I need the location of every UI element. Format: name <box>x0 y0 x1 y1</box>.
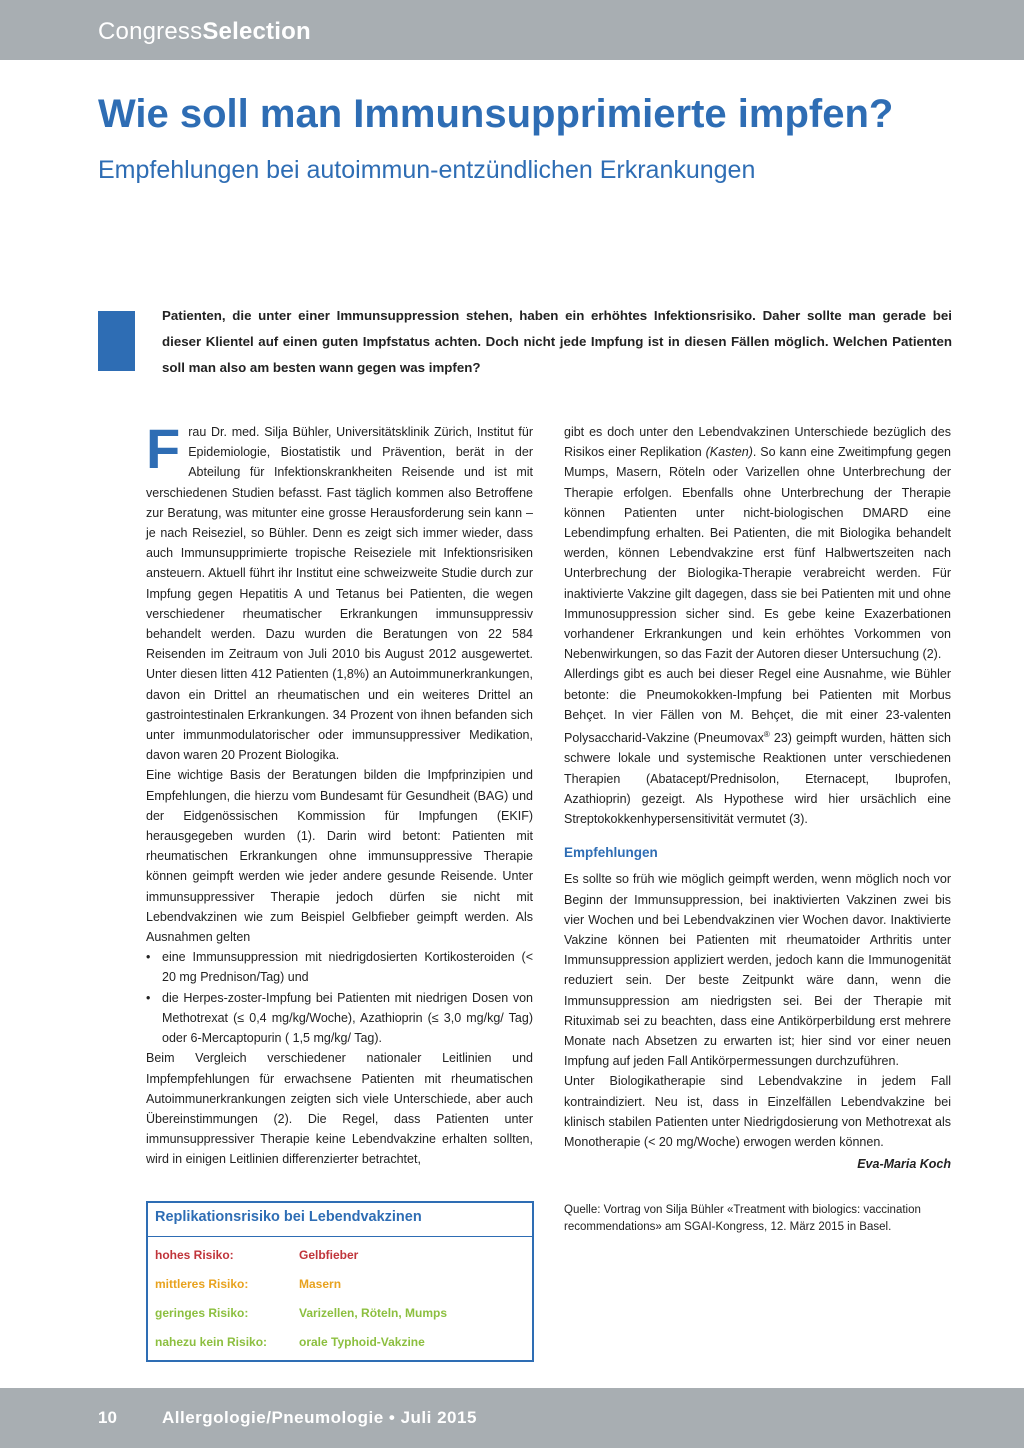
bullet-dot: • <box>146 950 151 965</box>
bullet-item-1 <box>146 947 533 987</box>
text-segment: 23) geimpft wurden, hätten sich schwere lokale und systemische Reaktionen unter verschiedenen Therapien (Abatacept/Prednisolon, Eternacept, Ibuprofen, Azathioprin) gezeigt. Als Hypothese wird hier ursächlich eine Streptokokkenhypersensitivität vermutet (3). <box>564 731 951 827</box>
paragraph-exception <box>564 664 951 829</box>
right-column <box>564 422 951 1236</box>
dropcap: F <box>146 417 181 480</box>
paragraph-recommendations-basis: Eine wichtige Basis der Beratungen bilden die Impfprinzipien und Empfehlungen, die hierzu vom Bundesamt für Gesundheit (BAG) und der Eidgenössischen Kommission für Impfungen (EKIF) herausgegeben wurden (1). Darin wird betont: Patienten mit rheumatischen Erkrankungen ohne immunsuppressive Therapie können geimpft werden wie jeder andere gesunde Reisende. Unter immunsuppressiver Therapie jedoch dürfen sie nicht mit Lebendvakzinen wie zum Beispiel Gelbfieber geimpft werden. Als Ausnahmen gelten <box>146 768 533 945</box>
brand-light: Congress <box>98 18 203 45</box>
text-segment: gibt es doch unter den Lebendvakzinen Unterschiede bezüglich des Risikos einer Replikation <box>564 425 951 460</box>
risk-value: Varizellen, Röteln, Mumps <box>299 1306 448 1320</box>
article-subtitle: Empfehlungen bei autoimmun-entzündlichen Erkrankungen <box>98 156 756 184</box>
risk-label: nahezu kein Risiko: <box>155 1335 268 1349</box>
risk-value: orale Typhoid-Vakzine <box>299 1335 425 1349</box>
author-name: Eva-Maria Koch <box>857 1157 951 1172</box>
paragraph-timing: Es sollte so früh wie möglich geimpft werden, wenn möglich noch vor Beginn der Immunsuppression, bei inaktivierten Vakzinen zwei bis vier Wochen und bei Lebendvakzinen vier Wochen davor. Inaktivierte Vakzine können bei Patienten mit rheumatoider Arthritis unter Immunsuppression appliziert werden, jedoch kann die Immunogenität reduziert sein. Der beste Zeitpunkt wäre dann, wenn die Immunsuppression am niedrigsten sei. Bei der Therapie mit Rituximab sei zu beachten, dass eine Antikörperbildung erst mehrere Monate nach Absetzen zu erwarten ist; hier sind vor einer neuen Impfung auf jeden Fall Antikörpermessungen durchzuführen. <box>564 872 951 1069</box>
paragraph-intro-text: rau Dr. med. Silja Bühler, Universitätsklinik Zürich, Institut für Epidemiologie, Biostatistik und Prävention, berät in der Abteilung für Infektionskrankheiten Reisende und ist mit verschiedenen Studien befasst. Fast täglich kommen also Betroffene zur Beratung, was mitunter eine grosse Herausforderung sein kann – je nach Reiseziel, so Bühler. Denn es zeigt sich immer wieder, dass auch Immunsupprimierte tropische Reiseziele mit Infektionsrisiken ansteuern. Aktuell führt ihr Institut eine schweizweite Studie durch zur Impfung gegen Hepatitis A und Tetanus bei Patienten, die wegen verschiedener rheumatischer Erkrankungen immunsuppressiv behandelt werden. Dazu wurden die Beratungen von 22 584 Reisenden im Zeitraum von Juli 2010 bis August 2012 ausgewertet. Unter diesen litten 412 Patienten (1,8%) an Autoimmunerkrankungen, davon ein Drittel an rheumatischen und ein weiteres Drittel an gastrointestinalen Erkrankungen. 34 Prozent von ihnen befanden sich unter immunmodulatorischer oder immunsuppressiver Medikation, davon waren 20 Prozent Biologika. <box>146 425 533 763</box>
paragraph-intro <box>146 417 533 765</box>
bullet-dot: • <box>146 990 151 1005</box>
bullet-text-1: eine Immunsuppression mit niedrigdosierten Kortikosteroiden (< 20 mg Prednison/Tag) und <box>162 950 533 985</box>
risk-label: geringes Risiko: <box>155 1306 249 1320</box>
info-box-divider <box>148 1236 532 1237</box>
risk-value: Masern <box>299 1277 342 1291</box>
box-reference: (Kasten) <box>705 445 753 460</box>
left-column <box>146 417 533 1170</box>
paragraph-live-vaccines <box>564 422 951 664</box>
brand-logo <box>98 18 311 46</box>
risk-label: mittleres Risiko: <box>155 1277 249 1291</box>
brand-bold: Selection <box>202 18 311 45</box>
page-number: 10 <box>98 1408 117 1427</box>
journal-info: Allergologie/Pneumologie • Juli 2015 <box>162 1408 477 1427</box>
risk-label: hohes Risiko: <box>155 1248 234 1262</box>
section-heading-empfehlungen: Empfehlungen <box>564 845 658 861</box>
lead-accent-bar <box>98 311 135 371</box>
article-title: Wie soll man Immunsupprimierte impfen? <box>98 92 894 136</box>
footer-bar <box>0 1388 1024 1448</box>
text-segment: Allerdings gibt es auch bei dieser Regel eine Ausnahme, wie Bühler betonte: die Pneumokokken-Impfung bei Patienten mit Morbus Behçet. In vier Fällen von M. Behçet, die mit einer 23-valenten Polysaccharid-Vakzine (Pneumovax <box>564 667 951 746</box>
info-box-title: Replikationsrisiko bei Lebendvakzinen <box>155 1209 422 1225</box>
paragraph-guidelines: Beim Vergleich verschiedener nationaler Leitlinien und Impfempfehlungen für erwachsene Patienten mit rheumatischen Autoimmunerkrankungen zeigten sich viele Unterschiede, aber auch Übereinstimmungen (2). Die Regel, dass Patienten unter immunsuppressiver Therapie keine Lebendvakzine erhalten sollten, wird in einigen Leitlinien differenzierter betrachtet, <box>146 1051 533 1167</box>
header-bar <box>0 0 1024 60</box>
registered-mark: ® <box>763 730 770 740</box>
text-segment: . So kann eine Zweitimpfung gegen Mumps, Masern, Röteln oder Varizellen ohne Unterbrechung der Therapie erfolgen. Ebenfalls ohne Unterbrechung der Therapie können Patienten unter nicht-biologischen DMARD eine Lebendimpfung erhalten. Bei Patienten, die mit Biologika behandelt werden, können Lebendvakzine erst fünf Halbwertszeiten nach Unterbrechung der Biologika-Therapie verabreicht werden. Für inaktivierte Vakzine gilt dagegen, dass sie bei Patienten mit und ohne Immunosuppression sicher sind. Es gebe keine Exazerbationen vorhandener Erkrankungen und kein erhöhtes Vorkommen von Nebenwirkungen, so das Fazit der Autoren dieser Untersuchung (2). <box>564 445 951 662</box>
source-note: Quelle: Vortrag von Silja Bühler «Treatment with biologics: vaccination recommendations» am SGAI-Kongress, 12. März 2015 in Basel. <box>564 1204 921 1234</box>
bullet-text-2: die Herpes-zoster-Impfung bei Patienten mit niedrigen Dosen von Methotrexat (≤ 0,4 mg/kg/Woche), Azathioprin (≤ 3,0 mg/kg/ Tag) oder 6-Mercaptopurin ( 1,5 mg/kg/ Tag). <box>162 990 533 1046</box>
risk-value: Gelbfieber <box>299 1248 359 1262</box>
lead-paragraph: Patienten, die unter einer Immunsuppression stehen, haben ein erhöhtes Infektionsrisiko. Daher sollte man gerade bei dieser Klientel auf einen guten Impfstatus achten. Doch nicht jede Impfung ist in diesen Fällen möglich. Welchen Patienten soll man also am besten wann gegen was impfen? <box>162 308 952 375</box>
bullet-item-2 <box>146 988 533 1049</box>
paragraph-biologics: Unter Biologikatherapie sind Lebendvakzine in jedem Fall kontraindiziert. Neu ist, dass in Einzelfällen Lebendvakzine bei klinisch stabilen Patienten unter Niedrigdosierung von Methotrexat als Monotherapie (< 20 mg/Woche) erwogen werden können. <box>564 1074 951 1150</box>
info-box <box>146 1201 534 1362</box>
